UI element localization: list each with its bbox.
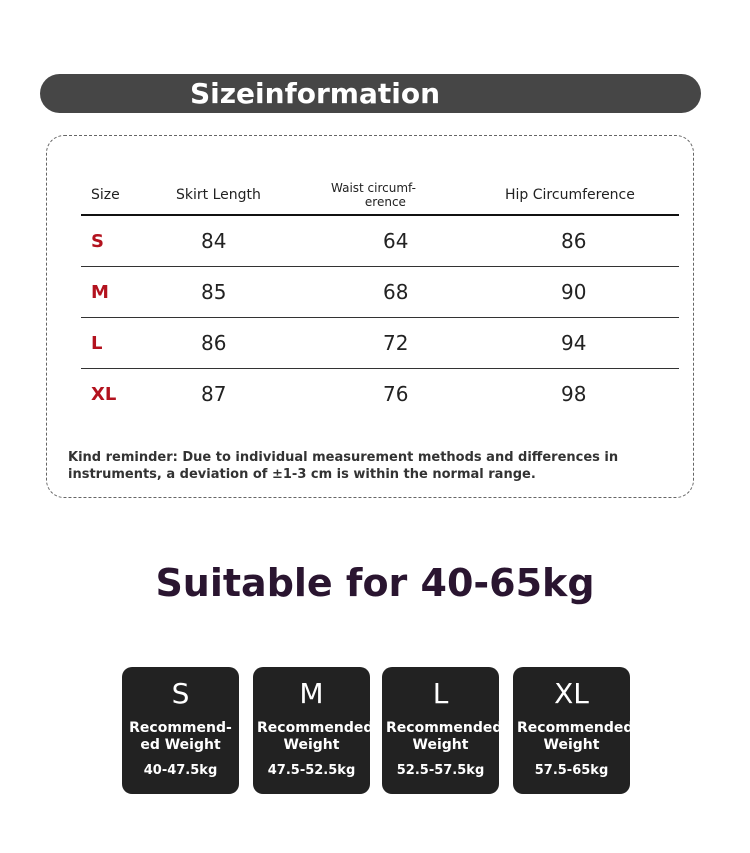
header-waist-line1: Waist circumf- xyxy=(331,181,416,195)
header-size: Size xyxy=(91,187,120,203)
card-size: M xyxy=(299,677,324,710)
row-hip: 86 xyxy=(561,229,587,253)
header-hip: Hip Circumference xyxy=(505,187,635,203)
header-waist-line2: erence xyxy=(364,195,406,209)
card-size: S xyxy=(171,677,190,710)
row-size: S xyxy=(91,230,104,252)
row-skirt-length: 85 xyxy=(201,280,227,304)
table-header xyxy=(81,176,679,216)
row-size: L xyxy=(91,332,103,354)
row-size: XL xyxy=(91,383,117,405)
row-waist: 68 xyxy=(383,280,409,304)
weight-card-l xyxy=(382,667,503,794)
size-table xyxy=(81,176,679,419)
row-skirt-length: 84 xyxy=(201,229,227,253)
suitable-weight-heading: Suitable for 40-65kg xyxy=(155,561,595,605)
row-skirt-length: 87 xyxy=(201,382,227,406)
card-label: Recommended Weight xyxy=(257,720,374,753)
table-row xyxy=(81,369,679,419)
header-waist xyxy=(331,176,431,214)
weight-card-m xyxy=(253,667,374,794)
row-waist: 64 xyxy=(383,229,409,253)
row-size: M xyxy=(91,281,109,303)
weight-cards xyxy=(122,667,632,794)
card-weight: 40-47.5kg xyxy=(143,763,218,778)
weight-card-s xyxy=(122,667,239,794)
row-waist: 72 xyxy=(383,331,409,355)
card-size: XL xyxy=(554,677,589,710)
measurement-reminder: Kind reminder: Due to individual measurement methods and differences in instruments, a deviation of ±1-3 cm is within the normal range. xyxy=(68,450,619,482)
card-label: Recommend-ed Weight xyxy=(129,720,232,753)
table-row xyxy=(81,267,679,318)
header-title: Sizeinformation xyxy=(190,77,441,110)
table-row xyxy=(81,216,679,267)
header-skirt-length: Skirt Length xyxy=(176,187,261,203)
size-table-box xyxy=(46,135,694,498)
row-hip: 98 xyxy=(561,382,587,406)
card-label: Recommended Weight xyxy=(517,720,634,753)
row-hip: 94 xyxy=(561,331,587,355)
card-size: L xyxy=(432,677,449,710)
row-waist: 76 xyxy=(383,382,409,406)
card-weight: 47.5-52.5kg xyxy=(267,763,356,778)
row-hip: 90 xyxy=(561,280,587,304)
header-bar xyxy=(40,74,701,113)
card-weight: 52.5-57.5kg xyxy=(396,763,485,778)
table-row xyxy=(81,318,679,369)
weight-card-xl xyxy=(513,667,634,794)
card-weight: 57.5-65kg xyxy=(534,763,609,778)
card-label: Recommended Weight xyxy=(386,720,503,753)
row-skirt-length: 86 xyxy=(201,331,227,355)
